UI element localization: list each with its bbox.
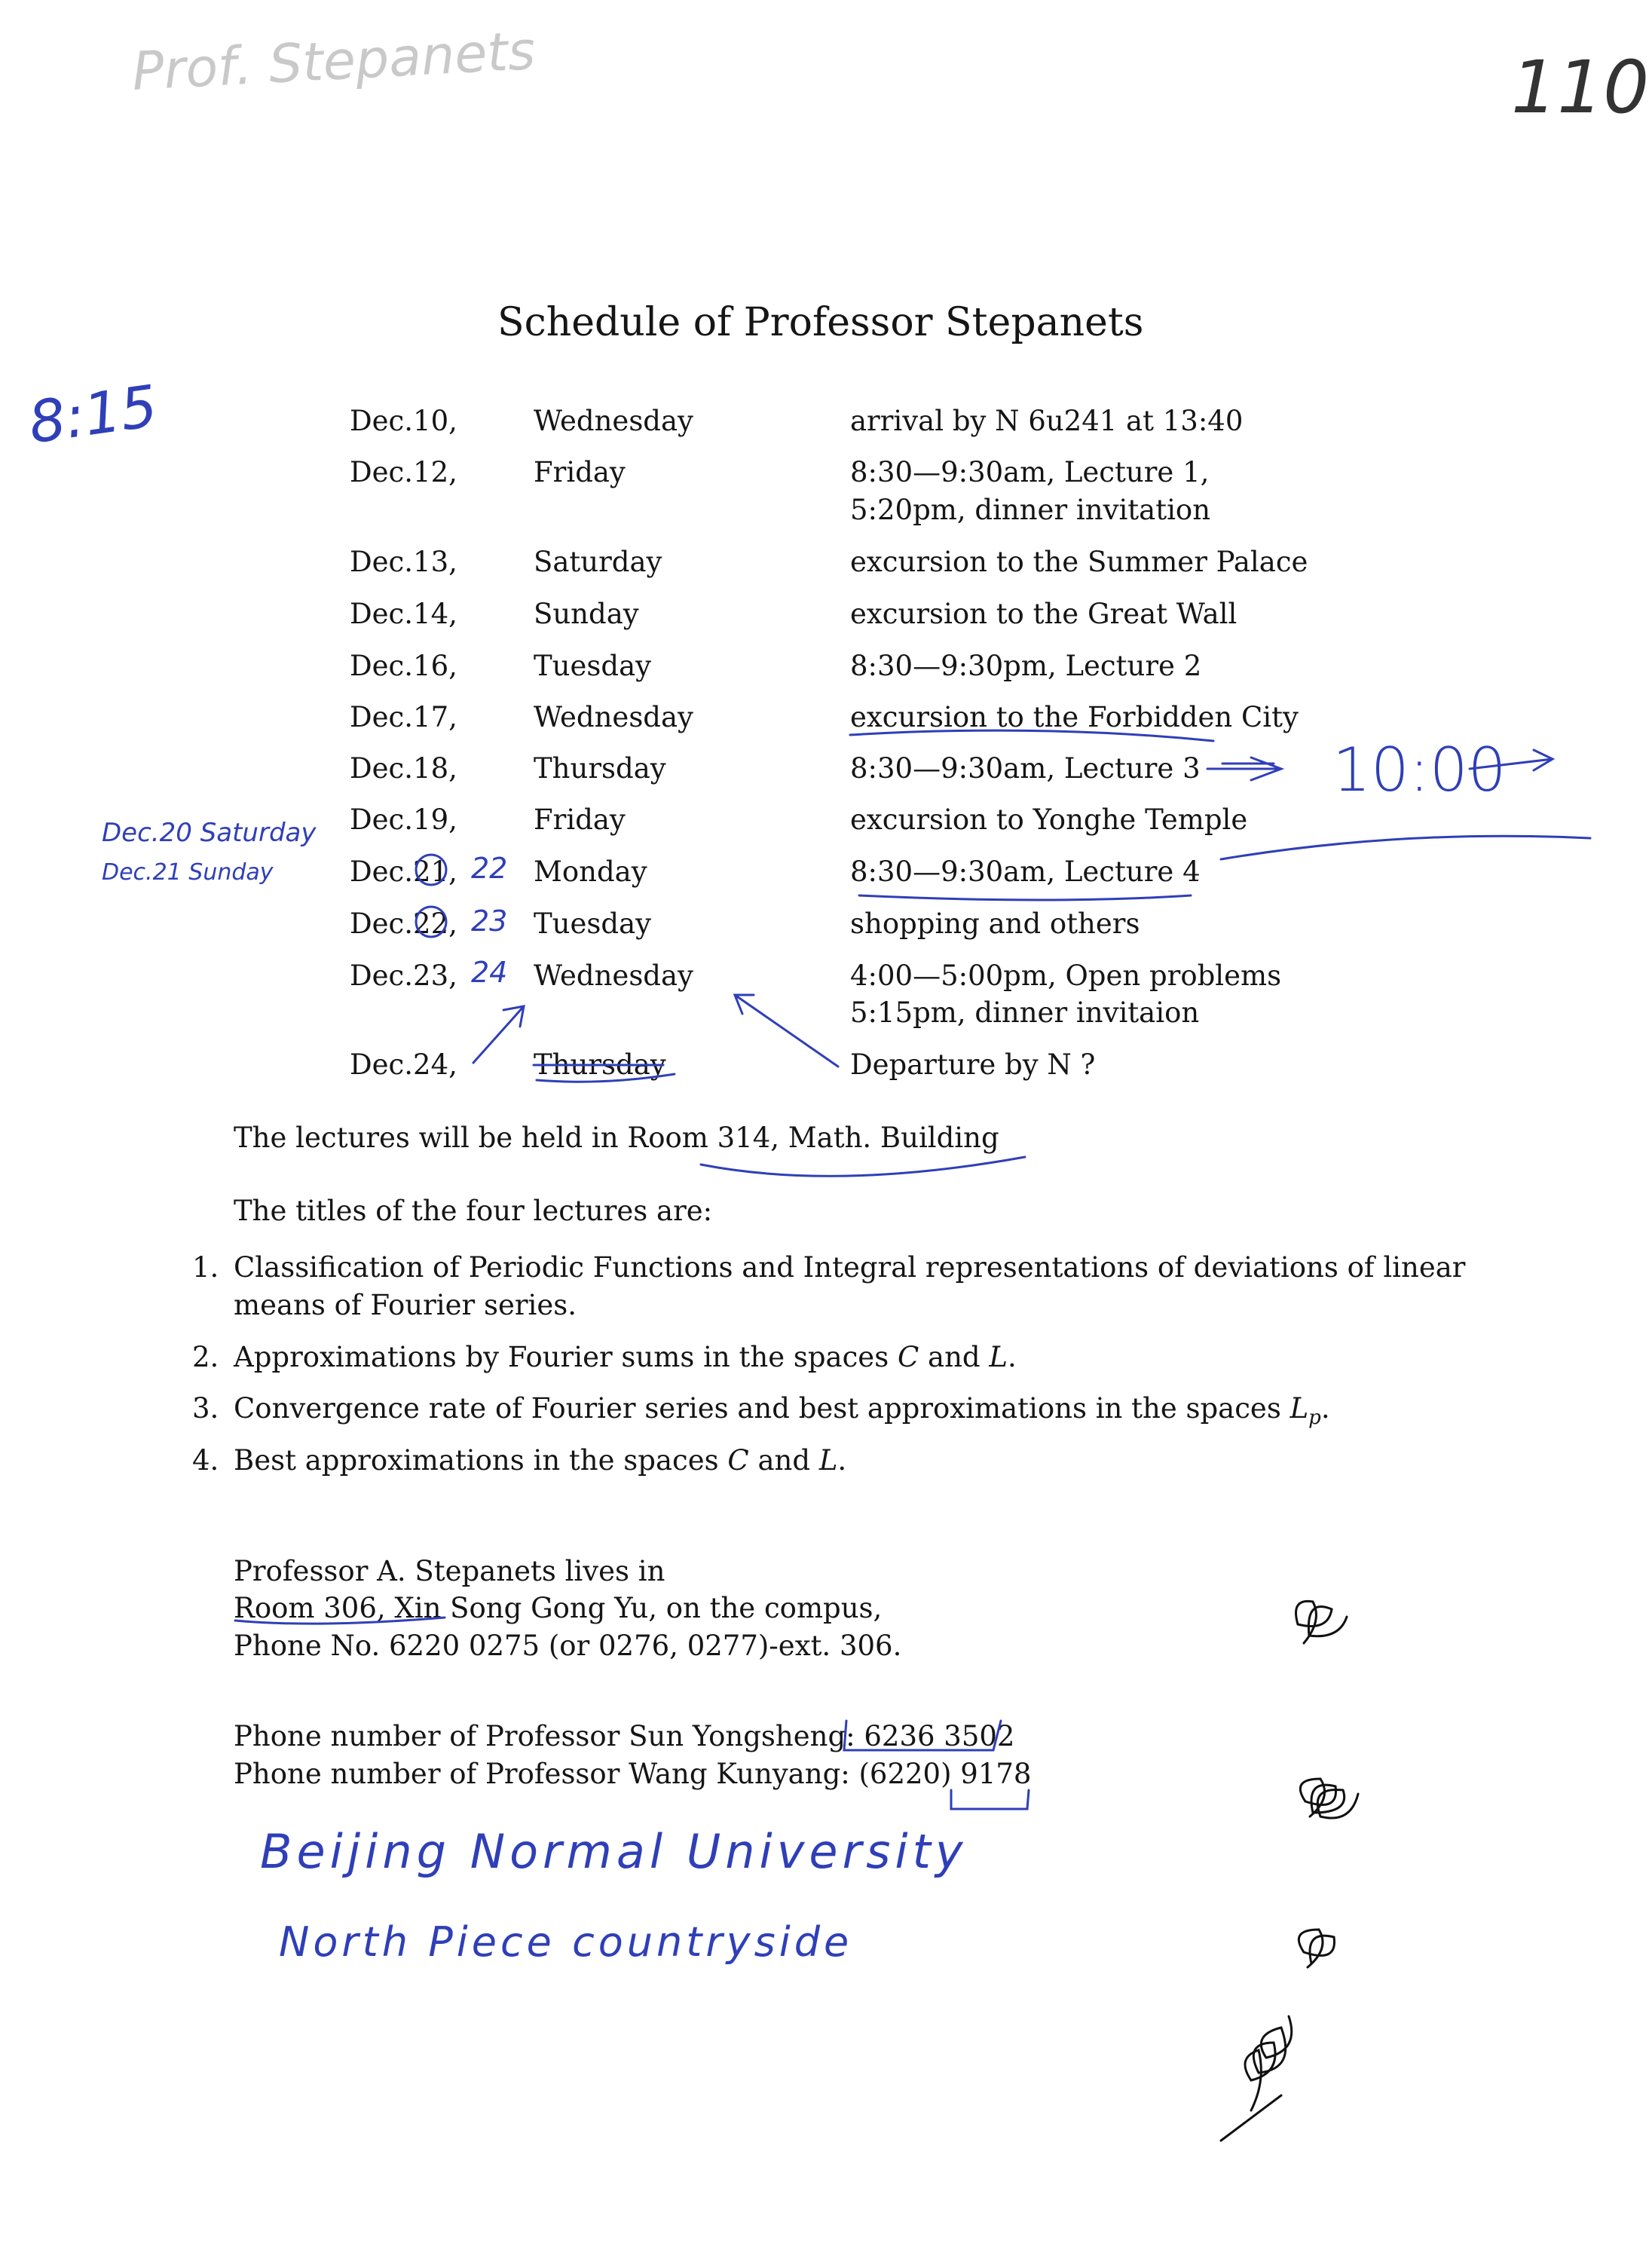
residence-line-3: Phone No. 6220 0275 (or 0276, 0277)-ext. 306.	[234, 1630, 902, 1662]
lecture-title-3: Convergence rate of Fourier series and best approximations in the spaces $L_p$.	[234, 1392, 1330, 1429]
schedule-date: Dec.19,	[350, 803, 457, 836]
margin-time-note: 8:15	[24, 372, 162, 457]
schedule-event: 8:30—9:30am, Lecture 1,	[850, 456, 1210, 488]
arrow-lecture-3	[1207, 758, 1281, 780]
list-number: 2.	[192, 1341, 219, 1373]
corrected-date-24: 24	[471, 956, 508, 989]
list-number: 4.	[192, 1444, 219, 1477]
handwritten-university-note: Beijing Normal University	[260, 1824, 968, 1879]
schedule-date: Dec.13,	[350, 546, 457, 578]
schedule-event-2: 5:20pm, dinner invitation	[850, 494, 1211, 526]
schedule-event: Departure by N ?	[850, 1048, 1096, 1081]
line-yonghe	[1221, 836, 1590, 859]
margin-date-note-1: Dec.20 Saturday	[102, 818, 317, 848]
schedule-date: Dec.12,	[350, 456, 457, 488]
schedule-date: Dec.17,	[350, 701, 457, 733]
residence-line-2: Room 306, Xin Song Gong Yu, on the compus,	[234, 1592, 883, 1624]
schedule-date: Dec.10,	[350, 405, 457, 437]
schedule-date: Dec.24,	[350, 1048, 457, 1081]
list-number: 3.	[192, 1392, 219, 1425]
lecture-titles-intro: The titles of the four lectures are:	[234, 1195, 713, 1227]
arrow-to-wednesday	[735, 995, 838, 1067]
schedule-day: Tuesday	[534, 908, 652, 940]
arrow-to-24	[473, 1006, 524, 1063]
schedule-date: Dec.16,	[350, 650, 457, 682]
schedule-date: Dec.22,	[350, 908, 457, 940]
schedule-event: 8:30—9:30pm, Lecture 2	[850, 650, 1202, 682]
schedule-event: excursion to Yonghe Temple	[850, 803, 1248, 836]
schedule-date: Dec.23,	[350, 960, 457, 992]
lecture-title-1: Classification of Periodic Functions and Integral representations of deviations of linear	[234, 1251, 1466, 1284]
schedule-event: excursion to the Summer Palace	[850, 546, 1308, 578]
schedule-day: Friday	[534, 456, 626, 488]
schedule-date: Dec.14,	[350, 598, 457, 630]
schedule-day: Tuesday	[534, 650, 652, 682]
schedule-event: shopping and others	[850, 908, 1140, 940]
underline-math-building	[701, 1157, 1025, 1176]
schedule-event: excursion to the Forbidden City	[850, 701, 1299, 733]
schedule-day: Saturday	[534, 546, 662, 578]
list-number: 1.	[192, 1251, 219, 1284]
page-title: Schedule of Professor Stepanets	[497, 300, 1144, 345]
schedule-event: 4:00—5:00pm, Open problems	[850, 960, 1282, 992]
corrected-lecture-time: 10:00	[1332, 735, 1507, 805]
underline-lecture-4	[859, 895, 1191, 900]
schedule-date: Dec.18,	[350, 752, 457, 785]
schedule-day: Wednesday	[534, 960, 693, 992]
lecture-room-line: The lectures will be held in Room 314, Math. Building	[234, 1122, 999, 1154]
phone-wang: Phone number of Professor Wang Kunyang: (6220) 9178	[234, 1758, 1032, 1790]
schedule-date: Dec.21,	[350, 855, 457, 888]
schedule-day: Monday	[534, 855, 647, 888]
schedule-day: Friday	[534, 803, 626, 836]
lecture-title-4: Best approximations in the spaces C and L.	[234, 1444, 847, 1477]
handwritten-location-note: North Piece countryside	[279, 1918, 853, 1966]
phone-sun: Phone number of Professor Sun Yongsheng: 6236 3502	[234, 1720, 1015, 1752]
schedule-day: Wednesday	[534, 405, 693, 437]
schedule-day: Sunday	[534, 598, 639, 630]
schedule-event: 8:30—9:30am, Lecture 4	[850, 855, 1201, 888]
schedule-day: Thursday	[534, 752, 666, 785]
schedule-event: 8:30—9:30am, Lecture 3	[850, 752, 1201, 785]
schedule-event: arrival by N 6u241 at 13:40	[850, 405, 1244, 437]
schedule-day: Wednesday	[534, 701, 693, 733]
bracket-wang-phone	[951, 1790, 1029, 1809]
corrected-date-22: 22	[471, 852, 508, 885]
margin-date-note-2: Dec.21 Sunday	[102, 859, 274, 886]
residence-line-1: Professor A. Stepanets lives in	[234, 1555, 665, 1587]
handwritten-name-note: Prof. Stepanets	[130, 20, 537, 103]
page-number-note: 110	[1511, 45, 1649, 130]
lecture-title-2: Approximations by Fourier sums in the spaces C and L.	[234, 1341, 1017, 1373]
lecture-title-1-cont: means of Fourier series.	[234, 1289, 577, 1321]
schedule-event-2: 5:15pm, dinner invitaion	[850, 996, 1200, 1029]
corrected-date-23: 23	[471, 904, 508, 938]
schedule-day: Thursday	[534, 1048, 666, 1081]
signature-scribble	[1221, 1601, 1358, 2141]
schedule-event: excursion to the Great Wall	[850, 598, 1238, 630]
